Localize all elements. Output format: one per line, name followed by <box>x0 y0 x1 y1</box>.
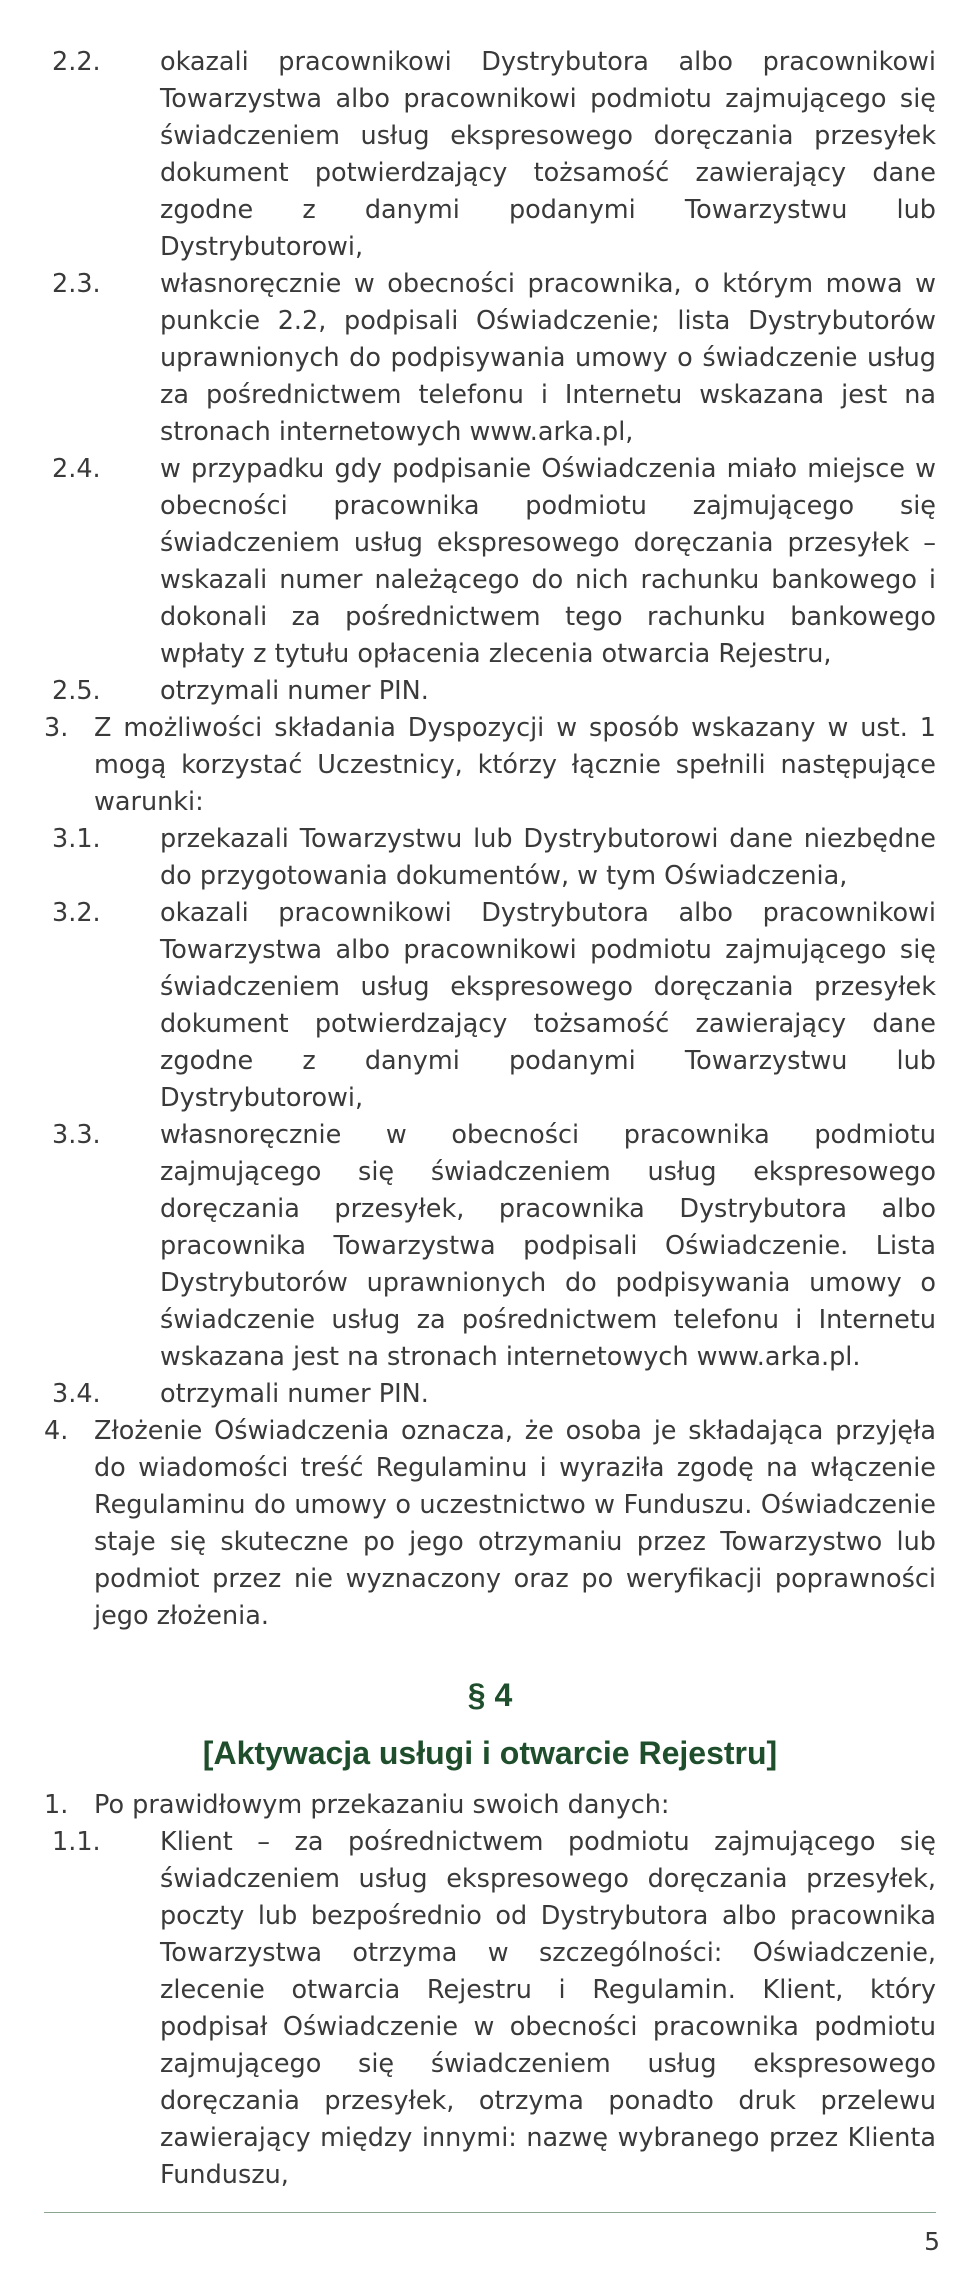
footer-divider <box>44 2212 936 2213</box>
page-number: 5 <box>924 2227 940 2256</box>
item-text: Klient – za pośrednictwem podmiotu zajmującego się świadczeniem usług ekspresowego doręczania przesyłek, poczty lub bezpośrednio od Dystrybutora albo pracownika Towarzystwa otrzyma w szczególności: Oświadczenie, zlecenie otwarcia Rejestru i Regulamin. Klient, który podpisał Oświadczenie w obecności pracownika podmiotu zajmującego się świadczeniem usług ekspresowego doręczania przesyłek, otrzyma ponadto druk przelewu zawierający między innymi: nazwę wybranego przez Klienta Funduszu, <box>160 1827 936 2190</box>
list-item <box>52 44 936 266</box>
list-item <box>44 710 936 821</box>
item-number: 3.3. <box>52 1120 101 1150</box>
item-number: 2.2. <box>52 47 101 77</box>
item-text: Z możliwości składania Dyspozycji w sposób wskazany w ust. 1 mogą korzystać Uczestnicy, którzy łącznie spełnili następujące warunki: <box>94 713 936 817</box>
item-text: otrzymali numer PIN. <box>160 1379 429 1409</box>
section-symbol: § 4 <box>467 1677 513 1713</box>
item-text: w przypadku gdy podpisanie Oświadczenia miało miejsce w obecności pracownika podmiotu zajmującego się świadczeniem usług ekspresowego doręczania przesyłek – wskazali numer należącego do nich rachunku bankowego i dokonali za pośrednictwem tego rachunku bankowego wpłaty z tytułu opłacenia zlecenia otwarcia Rejestru, <box>160 454 936 669</box>
item-number: 2.5. <box>52 676 101 706</box>
item-number: 3.4. <box>52 1379 101 1409</box>
list-item <box>52 1824 936 2194</box>
list-item <box>52 451 936 673</box>
document-body <box>44 44 936 2194</box>
item-text: Po prawidłowym przekazaniu swoich danych: <box>94 1790 670 1820</box>
list-item <box>52 1376 936 1413</box>
item-number: 1. <box>44 1790 69 1820</box>
item-number: 1.1. <box>52 1827 101 1857</box>
item-number: 2.3. <box>52 269 101 299</box>
item-text: przekazali Towarzystwu lub Dystrybutorowi dane niezbędne do przygotowania dokumentów, w tym Oświadczenia, <box>160 824 936 891</box>
item-text: własnoręcznie w obecności pracownika, o którym mowa w punkcie 2.2, podpisali Oświadczenie; lista Dystrybutorów uprawnionych do podpisywania umowy o świadczenie usług za pośrednictwem telefonu i Internetu wskazana jest na stronach internetowych www.arka.pl, <box>160 269 936 447</box>
item-number: 2.4. <box>52 454 101 484</box>
item-text: okazali pracownikowi Dystrybutora albo pracownikowi Towarzystwa albo pracownikowi podmiotu zajmującego się świadczeniem usług ekspresowego doręczania przesyłek dokument potwierdzający tożsamość zawierający dane zgodne z danymi podanymi Towarzystwu lub Dystrybutorowi, <box>160 47 936 262</box>
list-item <box>52 895 936 1117</box>
item-number: 4. <box>44 1416 69 1446</box>
item-text: otrzymali numer PIN. <box>160 676 429 706</box>
item-text: Złożenie Oświadczenia oznacza, że osoba je składająca przyjęła do wiadomości treść Regulaminu i wyraziła zgodę na włączenie Regulaminu do umowy o uczestnictwo w Funduszu. Oświadczenie staje się skuteczne po jego otrzymaniu przez Towarzystwo lub podmiot przez nie wyznaczony oraz po weryfikacji poprawności jego złożenia. <box>94 1416 936 1631</box>
item-number: 3.2. <box>52 898 101 928</box>
list-item <box>52 1117 936 1376</box>
list-item <box>52 673 936 710</box>
item-number: 3. <box>44 713 69 743</box>
list-item <box>44 1787 936 1824</box>
item-text: własnoręcznie w obecności pracownika podmiotu zajmującego się świadczeniem usług ekspresowego doręczania przesyłek, pracownika Dystrybutora albo pracownika Towarzystwa podpisali Oświadczenie. Lista Dystrybutorów uprawnionych do podpisywania umowy o świadczenie usług za pośrednictwem telefonu i Internetu wskazana jest na stronach internetowych www.arka.pl. <box>160 1120 936 1372</box>
list-item <box>52 821 936 895</box>
list-item <box>52 266 936 451</box>
item-number: 3.1. <box>52 824 101 854</box>
list-item <box>44 1413 936 1635</box>
section-title: [Aktywacja usługi i otwarcie Rejestru] <box>202 1735 778 1771</box>
item-text: okazali pracownikowi Dystrybutora albo pracownikowi Towarzystwa albo pracownikowi podmiotu zajmującego się świadczeniem usług ekspresowego doręczania przesyłek dokument potwierdzający tożsamość zawierający dane zgodne z danymi podanymi Towarzystwu lub Dystrybutorowi, <box>160 898 936 1113</box>
